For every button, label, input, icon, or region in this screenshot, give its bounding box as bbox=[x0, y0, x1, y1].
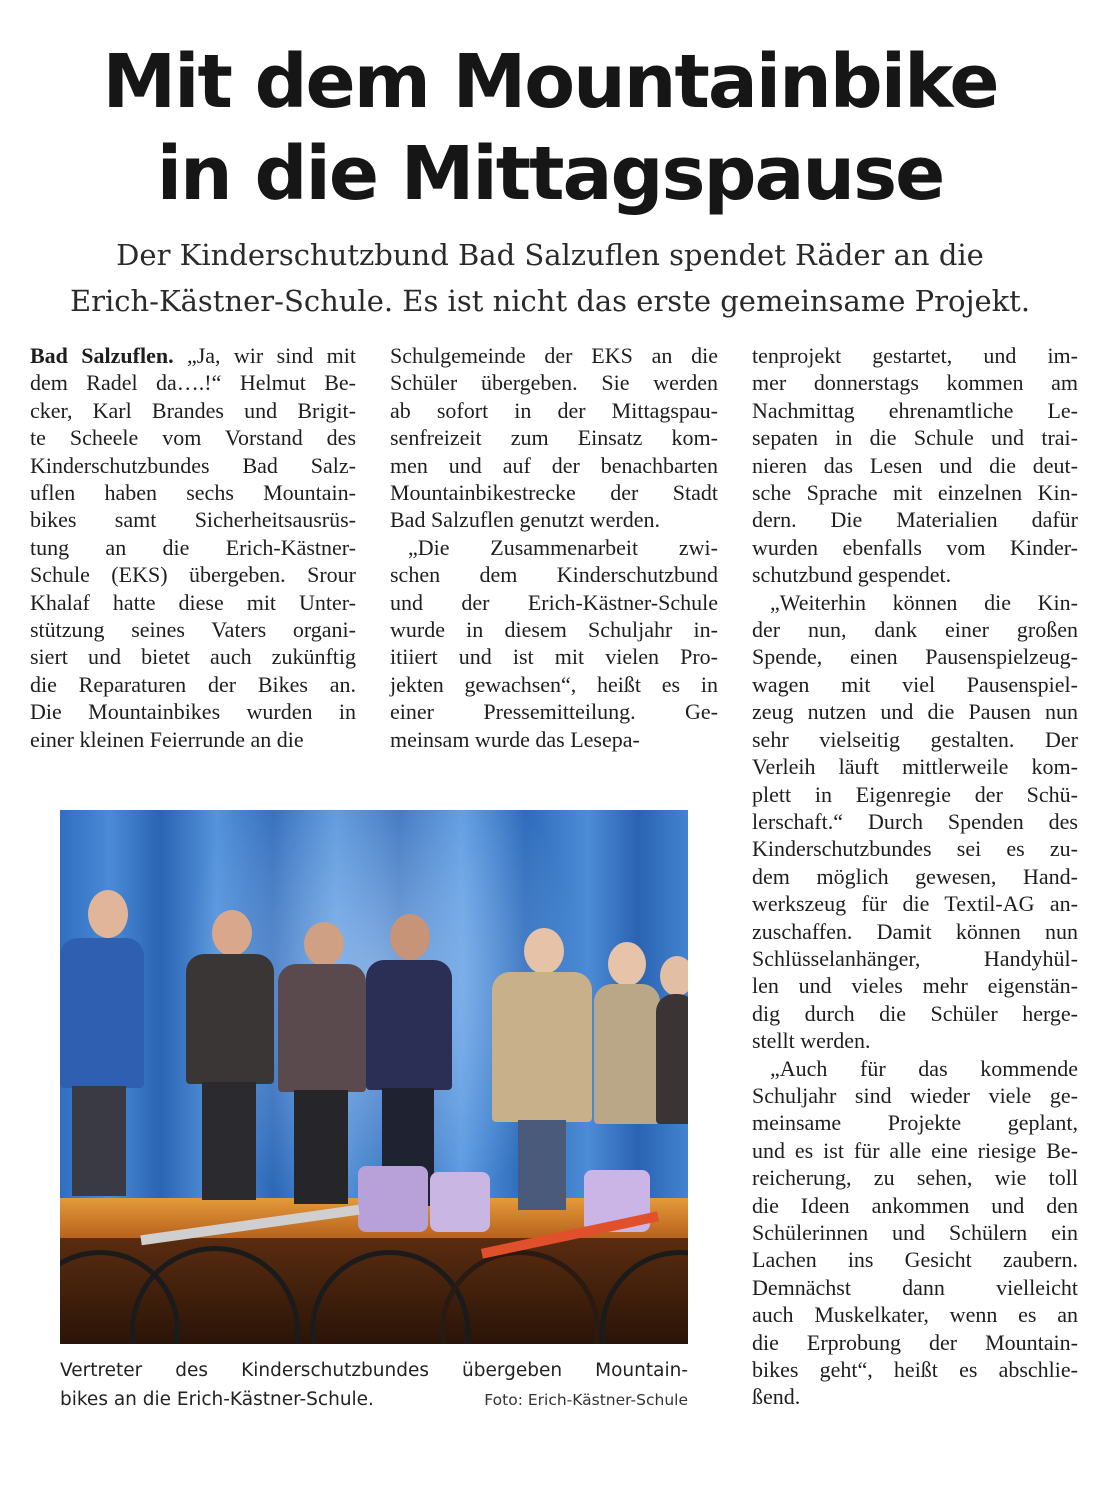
article-text-line: Khalaf hatte diese mit Unter- bbox=[30, 589, 356, 615]
article-text-line: Schulgemeinde der EKS an die bbox=[390, 343, 718, 368]
article-text-line: Die Mountainbikes wurden in bbox=[30, 699, 356, 725]
headline-line: in die Mittagspause bbox=[156, 131, 944, 217]
article-text-line: Schülerinnen und Schülern ein bbox=[752, 1220, 1078, 1245]
flower-pot bbox=[430, 1172, 490, 1232]
article-text-line: sepaten in die Schule und trai- bbox=[752, 425, 1078, 451]
article-text-line: Spende, einen Pausenspielzeug- bbox=[752, 644, 1078, 670]
article-text-line: mer donnerstags kommen am bbox=[752, 370, 1078, 396]
caption-line: Vertreter des Kinderschutzbundes übergeben Mountain- bbox=[60, 1360, 688, 1381]
article-text-line: jekten gewachsen“, heißt es in bbox=[390, 671, 718, 697]
article-text-line: senfreizeit zum Einsatz kom- bbox=[390, 425, 718, 451]
article-text-line: dern. Die Materialien dafür bbox=[752, 507, 1078, 533]
person-figure bbox=[186, 910, 276, 1210]
article-text-line: reicherung, zu sehen, wie toll bbox=[752, 1165, 1078, 1191]
article-text-line: bikes geht“, heißt es abschlie- bbox=[752, 1357, 1078, 1383]
article-text-line: siert und bietet auch zukünftig bbox=[30, 644, 356, 670]
article-text-line: die Ideen ankommen und den bbox=[752, 1192, 1078, 1218]
article-photo bbox=[60, 810, 688, 1344]
article-text-line: zeug nutzen und die Pausen nun bbox=[752, 699, 1078, 725]
article-text-line: die Erprobung der Mountain- bbox=[752, 1329, 1078, 1355]
person-figure bbox=[278, 922, 368, 1212]
article-text-line: lerschaft.“ Durch Spenden des bbox=[752, 808, 1078, 834]
article-text-line: Schule (EKS) übergeben. Srour bbox=[30, 562, 356, 588]
article-text-fragment: „Ja, wir sind mit bbox=[186, 343, 356, 368]
article-text-line: ab sofort in der Mittagspau- bbox=[390, 397, 718, 423]
subheadline bbox=[20, 232, 1080, 324]
article-text-line: sche Sprache mit einzelnen Kin- bbox=[752, 480, 1078, 506]
article-column-2 bbox=[390, 342, 718, 753]
photo-caption bbox=[60, 1356, 688, 1415]
person-figure bbox=[60, 890, 150, 1210]
article-text-line: Mountainbikestrecke der Stadt bbox=[390, 480, 718, 506]
article-text-line: te Scheele vom Vorstand des bbox=[30, 425, 356, 451]
article-text-line: wurden ebenfalls vom Kinder- bbox=[752, 534, 1078, 560]
article-text-line: schen dem Kinderschutzbund bbox=[390, 562, 718, 588]
article-text-line: einer Pressemitteilung. Ge- bbox=[390, 699, 718, 725]
article-text-line: einer kleinen Feierrunde an die bbox=[30, 726, 304, 752]
article-text-line: wurde in diesem Schuljahr in- bbox=[390, 617, 718, 643]
article-text-line: meinsam wurde das Lesepa- bbox=[390, 726, 640, 752]
article-text-line: Verleih läuft mittlerweile kom- bbox=[752, 754, 1078, 780]
article-text-line: Schuljahr sind wieder viele ge- bbox=[752, 1082, 1078, 1108]
article-text-line: werkszeug für die Textil-AG an- bbox=[752, 891, 1078, 917]
article-column-3 bbox=[752, 342, 1078, 1411]
headline bbox=[0, 36, 1100, 220]
article-text-line: tung an die Erich-Kästner- bbox=[30, 534, 356, 560]
photo-credit: Foto: Erich-Kästner-Schule bbox=[484, 1391, 688, 1409]
article-text-line: „Die Zusammenarbeit zwi- bbox=[408, 534, 718, 560]
article-text-line: „Auch für das kommende bbox=[770, 1055, 1078, 1081]
article-text-line: auch Muskelkater, wenn es an bbox=[752, 1302, 1078, 1328]
article-text-line: wagen mit viel Pausenspiel- bbox=[752, 671, 1078, 697]
article-text-line: len und vieles mehr eigenstän- bbox=[752, 973, 1078, 999]
article-text-line: Bad Salzuflen genutzt werden. bbox=[390, 507, 661, 533]
article-text-line: „Weiterhin können die Kin- bbox=[770, 589, 1078, 615]
article-text-line: cker, Karl Brandes und Brigit- bbox=[30, 397, 356, 423]
person-figure bbox=[594, 942, 660, 1162]
article-text-line: schutzbund gespendet. bbox=[752, 562, 952, 588]
subheadline-line: Der Kinderschutzbund Bad Salzuflen spendet Räder an die bbox=[116, 238, 984, 272]
person-figure bbox=[656, 956, 688, 1156]
article-text-line: und der Erich-Kästner-Schule bbox=[390, 589, 718, 615]
article-text-line: Lachen ins Gesicht zaubern. bbox=[752, 1247, 1078, 1273]
article-text-line: dig durch die Schüler herge- bbox=[752, 1000, 1078, 1026]
article-text-line: tenprojekt gestartet, und im- bbox=[752, 343, 1078, 368]
person-figure bbox=[492, 928, 592, 1218]
article-text-line: der nun, dank einer großen bbox=[752, 617, 1078, 643]
subheadline-line: Erich-Kästner-Schule. Es ist nicht das erste gemeinsame Projekt. bbox=[69, 284, 1031, 318]
dateline: Bad Salzuflen. bbox=[30, 343, 174, 368]
article-text-line: itiiert und ist mit vielen Pro- bbox=[390, 644, 718, 670]
article-text-line: uflen haben sechs Mountain- bbox=[30, 480, 356, 506]
article-text-line: meinsame Projekte geplant, bbox=[752, 1110, 1078, 1136]
flower-pot bbox=[358, 1166, 428, 1232]
article-text-line: die Reparaturen der Bikes an. bbox=[30, 671, 356, 697]
article-text-line: bikes samt Sicherheitsausrüs- bbox=[30, 507, 356, 533]
article-text-line: stützung seines Vaters organi- bbox=[30, 617, 356, 643]
headline-line: Mit dem Mountainbike bbox=[102, 39, 998, 125]
article-column-1 bbox=[30, 342, 356, 753]
article-text-line bbox=[30, 342, 356, 369]
article-text-line: zuschaffen. Damit können nun bbox=[752, 918, 1078, 944]
article-text-line: nieren das Lesen und die deut- bbox=[752, 452, 1078, 478]
article-text-line: stellt werden. bbox=[752, 1028, 871, 1054]
article-text-line: dem Radel da….!“ Helmut Be- bbox=[30, 370, 356, 396]
article-text-line: und es ist für alle eine riesige Be- bbox=[752, 1137, 1078, 1163]
article-text-line: plett in Eigenregie der Schü- bbox=[752, 781, 1078, 807]
article-text-line: Nachmittag ehrenamtliche Le- bbox=[752, 397, 1078, 423]
article-text-line: ßend. bbox=[752, 1384, 801, 1410]
article-text-line: Schüler übergeben. Sie werden bbox=[390, 370, 718, 396]
article-text-line: Demnächst dann vielleicht bbox=[752, 1274, 1078, 1300]
article-text-line: dem möglich gewesen, Hand- bbox=[752, 863, 1078, 889]
article-text-line: Schlüsselanhänger, Handyhül- bbox=[752, 945, 1078, 971]
article-text-line: Kinderschutzbundes sei es zu- bbox=[752, 836, 1078, 862]
article-text-line: men und auf der benachbarten bbox=[390, 452, 718, 478]
article-text-line: Kinderschutzbundes Bad Salz- bbox=[30, 452, 356, 478]
article-text-line: sehr vielseitig gestalten. Der bbox=[752, 726, 1078, 752]
caption-line: bikes an die Erich-Kästner-Schule. bbox=[60, 1389, 374, 1410]
